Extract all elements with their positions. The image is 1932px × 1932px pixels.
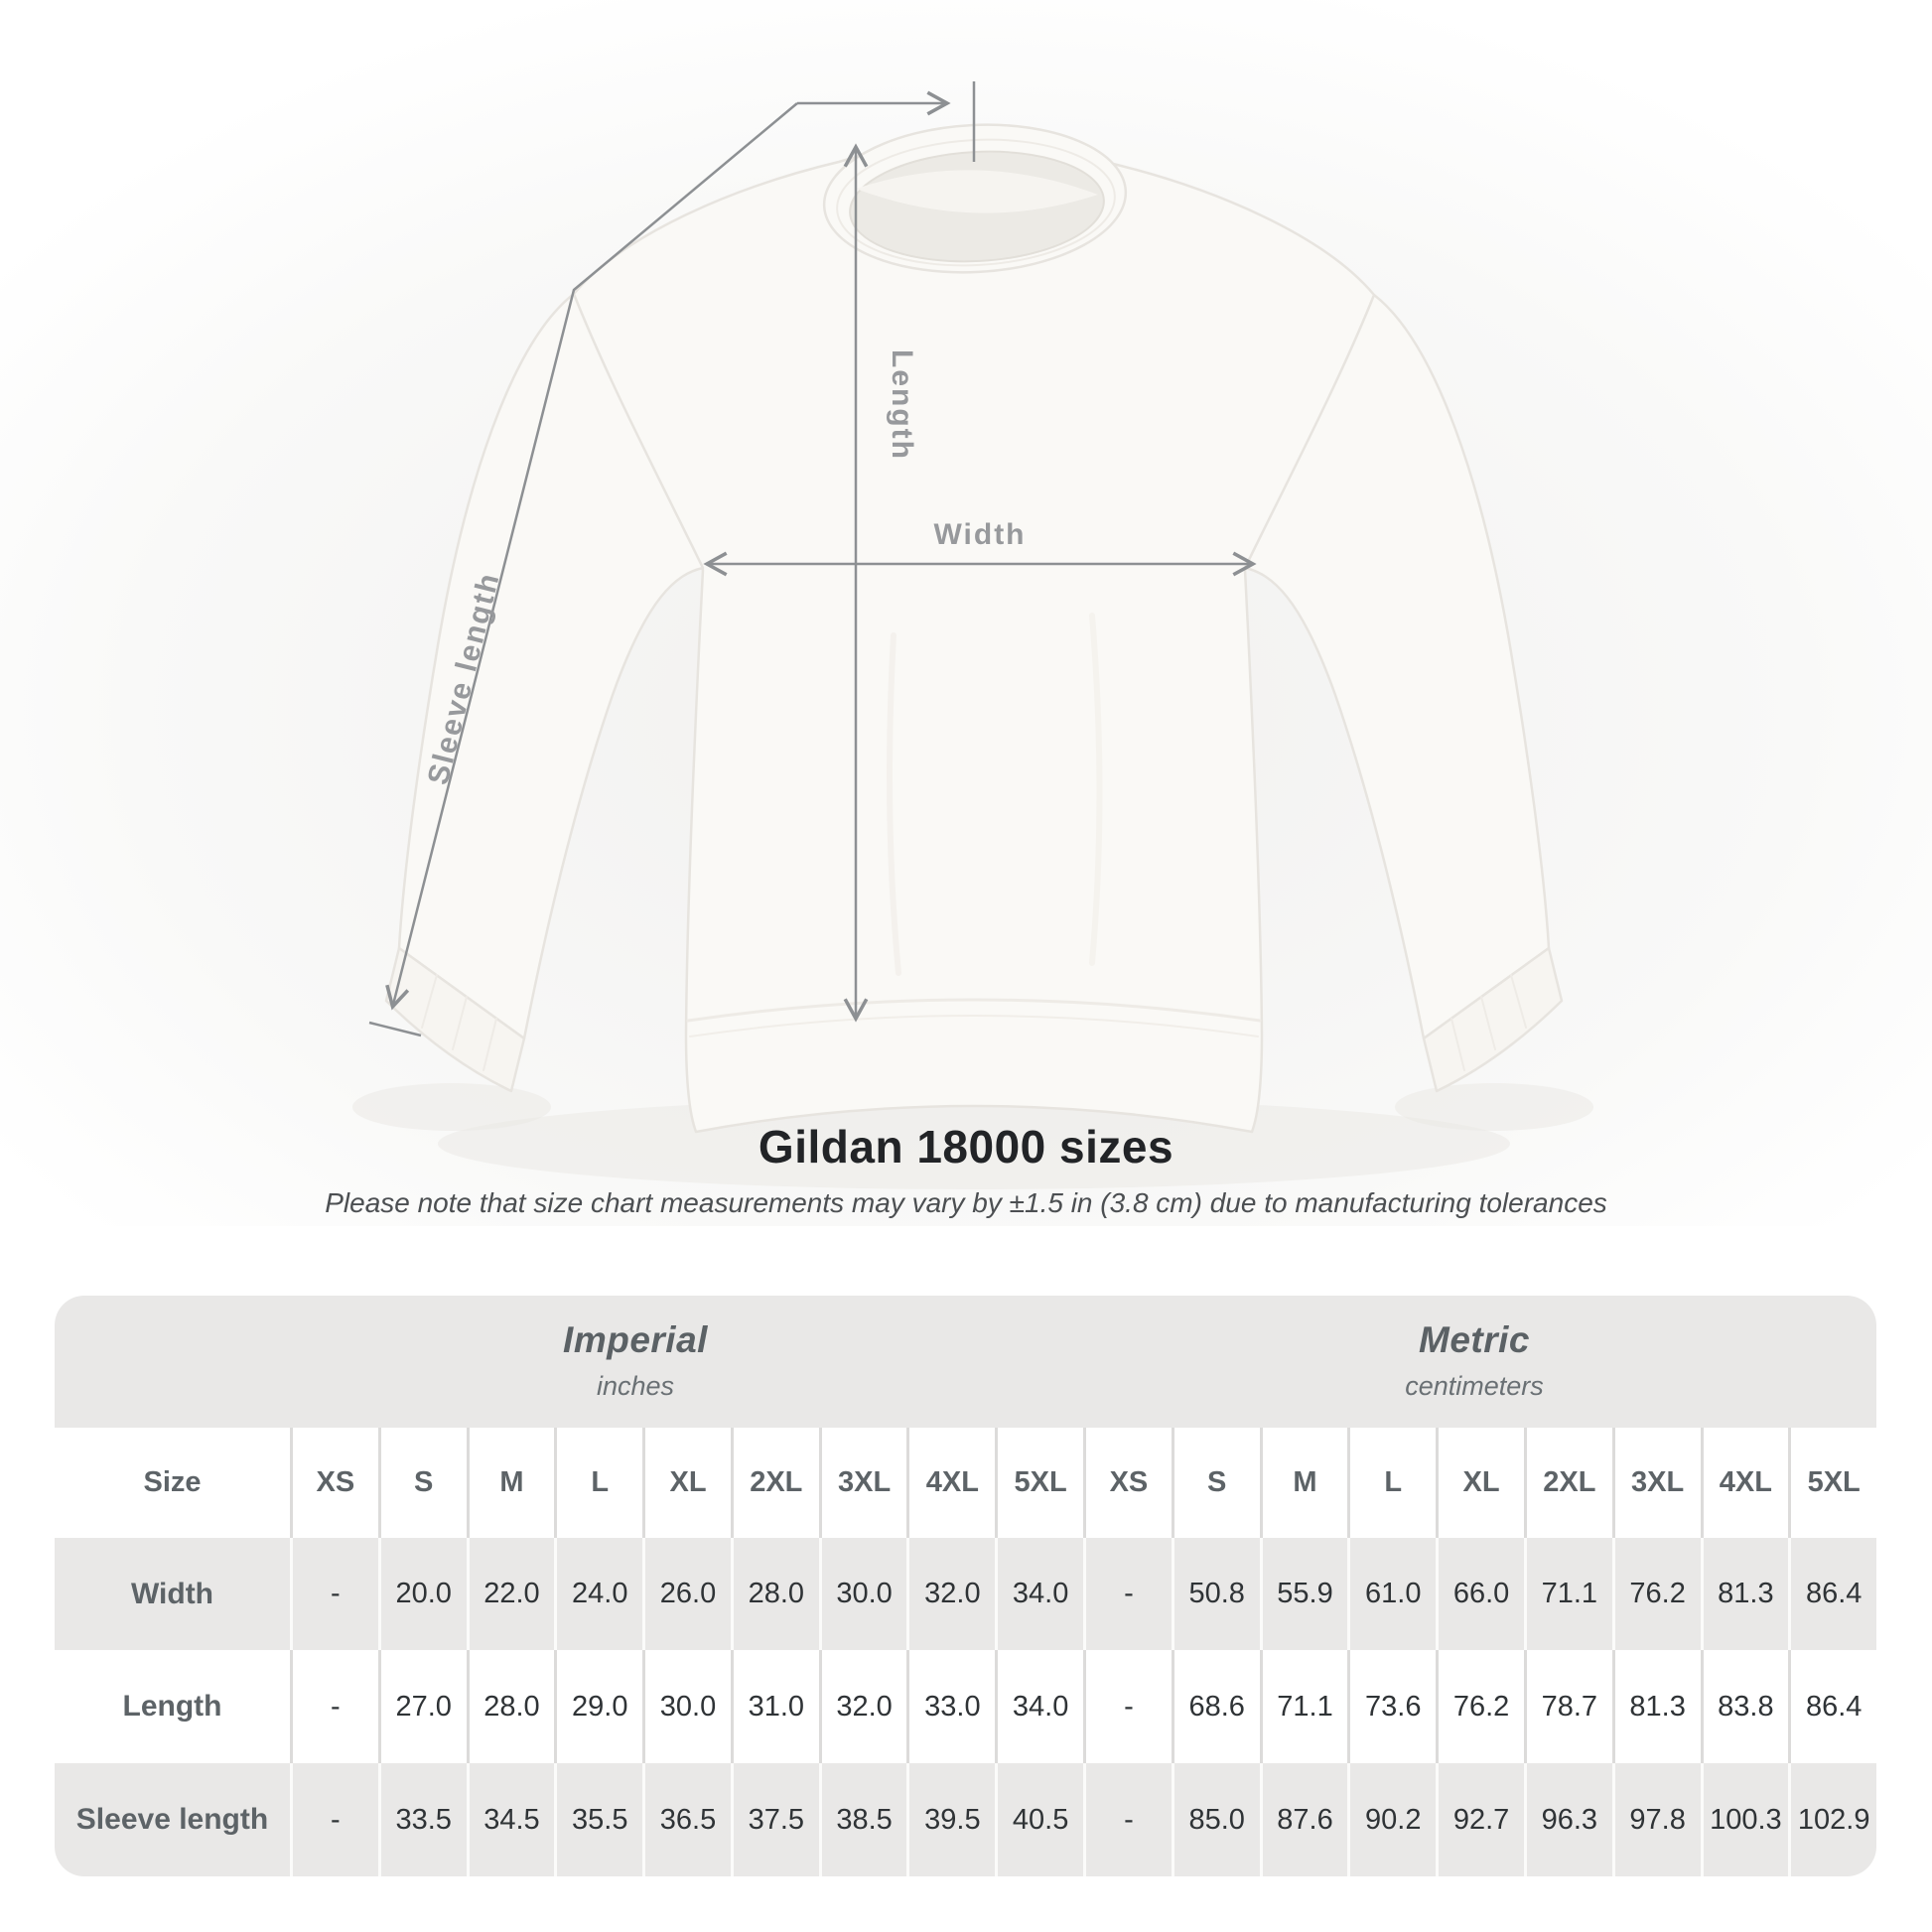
- table-cell: 28.0: [734, 1538, 822, 1650]
- column-header: XS: [293, 1428, 381, 1538]
- table-cell: -: [293, 1763, 381, 1876]
- table-cell: 31.0: [734, 1650, 822, 1763]
- table-cell: 40.5: [998, 1763, 1086, 1876]
- table-cell: -: [1086, 1763, 1174, 1876]
- column-header: M: [1263, 1428, 1351, 1538]
- metric-group-header: [1405, 1319, 1544, 1402]
- table-cell: 37.5: [734, 1763, 822, 1876]
- table-cell: 102.9: [1797, 1803, 1870, 1836]
- table-cell: 90.2: [1350, 1763, 1439, 1876]
- size-table: [55, 1296, 1876, 1876]
- table-cell: 73.6: [1350, 1650, 1439, 1763]
- column-header: S: [381, 1428, 470, 1538]
- table-cell: 68.6: [1174, 1650, 1263, 1763]
- column-header: M: [470, 1428, 558, 1538]
- table-cell: 55.9: [1263, 1538, 1351, 1650]
- column-header: 3XL: [822, 1428, 910, 1538]
- length-label: Length: [886, 349, 918, 461]
- table-cell: 28.0: [470, 1650, 558, 1763]
- column-header: 5XL: [1807, 1466, 1861, 1498]
- table-cell: 78.7: [1527, 1650, 1615, 1763]
- imperial-group-unit: inches: [596, 1371, 675, 1401]
- table-cell: 81.3: [1615, 1650, 1704, 1763]
- table-row-width: [55, 1538, 1876, 1650]
- table-cell: 29.0: [557, 1650, 645, 1763]
- size-header-label: Size: [55, 1428, 293, 1538]
- table-cell: 33.0: [909, 1650, 998, 1763]
- page-title: Gildan 18000 sizes: [758, 1121, 1174, 1173]
- table-cell: 76.2: [1439, 1650, 1527, 1763]
- table-cell: 36.5: [645, 1763, 734, 1876]
- column-header: S: [1174, 1428, 1263, 1538]
- table-row-sleeve-length: [55, 1763, 1876, 1876]
- table-cell: 34.0: [998, 1650, 1086, 1763]
- row-label: Width: [55, 1538, 293, 1650]
- table-cell: 81.3: [1704, 1538, 1792, 1650]
- table-cell: 32.0: [822, 1650, 910, 1763]
- column-header: 2XL: [1527, 1428, 1615, 1538]
- table-cell: 30.0: [645, 1650, 734, 1763]
- table-cell: 92.7: [1439, 1763, 1527, 1876]
- table-cell: -: [1086, 1538, 1174, 1650]
- column-header: L: [557, 1428, 645, 1538]
- column-header: XL: [1439, 1428, 1527, 1538]
- table-cell: 22.0: [470, 1538, 558, 1650]
- column-header: XS: [1086, 1428, 1174, 1538]
- table-cell: 50.8: [1174, 1538, 1263, 1650]
- unit-group-row: [55, 1296, 1876, 1428]
- metric-group-unit: centimeters: [1405, 1371, 1544, 1401]
- sleeve-length-label: Sleeve length: [421, 568, 506, 788]
- heading: [0, 1120, 1932, 1219]
- column-header: 3XL: [1615, 1428, 1704, 1538]
- table-row-length: [55, 1650, 1876, 1763]
- imperial-group-name: Imperial: [563, 1319, 708, 1360]
- table-cell: 71.1: [1527, 1538, 1615, 1650]
- table-cell: 34.0: [998, 1538, 1086, 1650]
- column-header: 4XL: [909, 1428, 998, 1538]
- table-cell: 71.1: [1263, 1650, 1351, 1763]
- table-cell: 97.8: [1615, 1763, 1704, 1876]
- tolerance-note: Please note that size chart measurements may vary by ±1.5 in (3.8 cm) due to manufacturing tolerances: [325, 1187, 1607, 1218]
- table-cell: 24.0: [557, 1538, 645, 1650]
- size-header-row: [55, 1428, 1876, 1538]
- table-cell: 38.5: [822, 1763, 910, 1876]
- table-cell: 96.3: [1527, 1763, 1615, 1876]
- table-cell: 27.0: [381, 1650, 470, 1763]
- imperial-group-header: [563, 1319, 708, 1402]
- column-header: 2XL: [734, 1428, 822, 1538]
- table-cell: 76.2: [1615, 1538, 1704, 1650]
- table-cell: 35.5: [557, 1763, 645, 1876]
- table-cell: 32.0: [909, 1538, 998, 1650]
- table-cell: 87.6: [1263, 1763, 1351, 1876]
- table-cell: 86.4: [1805, 1690, 1863, 1723]
- table-cell: 34.5: [470, 1763, 558, 1876]
- table-cell: 83.8: [1704, 1650, 1792, 1763]
- table-cell: 66.0: [1439, 1538, 1527, 1650]
- table-cell: 86.4: [1805, 1578, 1863, 1609]
- table-cell: -: [293, 1538, 381, 1650]
- table-cell: 33.5: [381, 1763, 470, 1876]
- row-label: Length: [55, 1650, 293, 1763]
- table-cell: 39.5: [909, 1763, 998, 1876]
- column-header: L: [1350, 1428, 1439, 1538]
- table-cell: 61.0: [1350, 1538, 1439, 1650]
- table-cell: 26.0: [645, 1538, 734, 1650]
- column-header: 4XL: [1704, 1428, 1792, 1538]
- row-label: Sleeve length: [55, 1763, 293, 1876]
- column-header: XL: [645, 1428, 734, 1538]
- table-cell: 85.0: [1174, 1763, 1263, 1876]
- metric-group-name: Metric: [1419, 1319, 1530, 1360]
- column-header: 5XL: [998, 1428, 1086, 1538]
- table-cell: -: [1086, 1650, 1174, 1763]
- width-label: Width: [933, 518, 1027, 551]
- table-cell: 30.0: [822, 1538, 910, 1650]
- table-cell: 20.0: [381, 1538, 470, 1650]
- table-cell: 100.3: [1704, 1763, 1792, 1876]
- table-cell: -: [293, 1650, 381, 1763]
